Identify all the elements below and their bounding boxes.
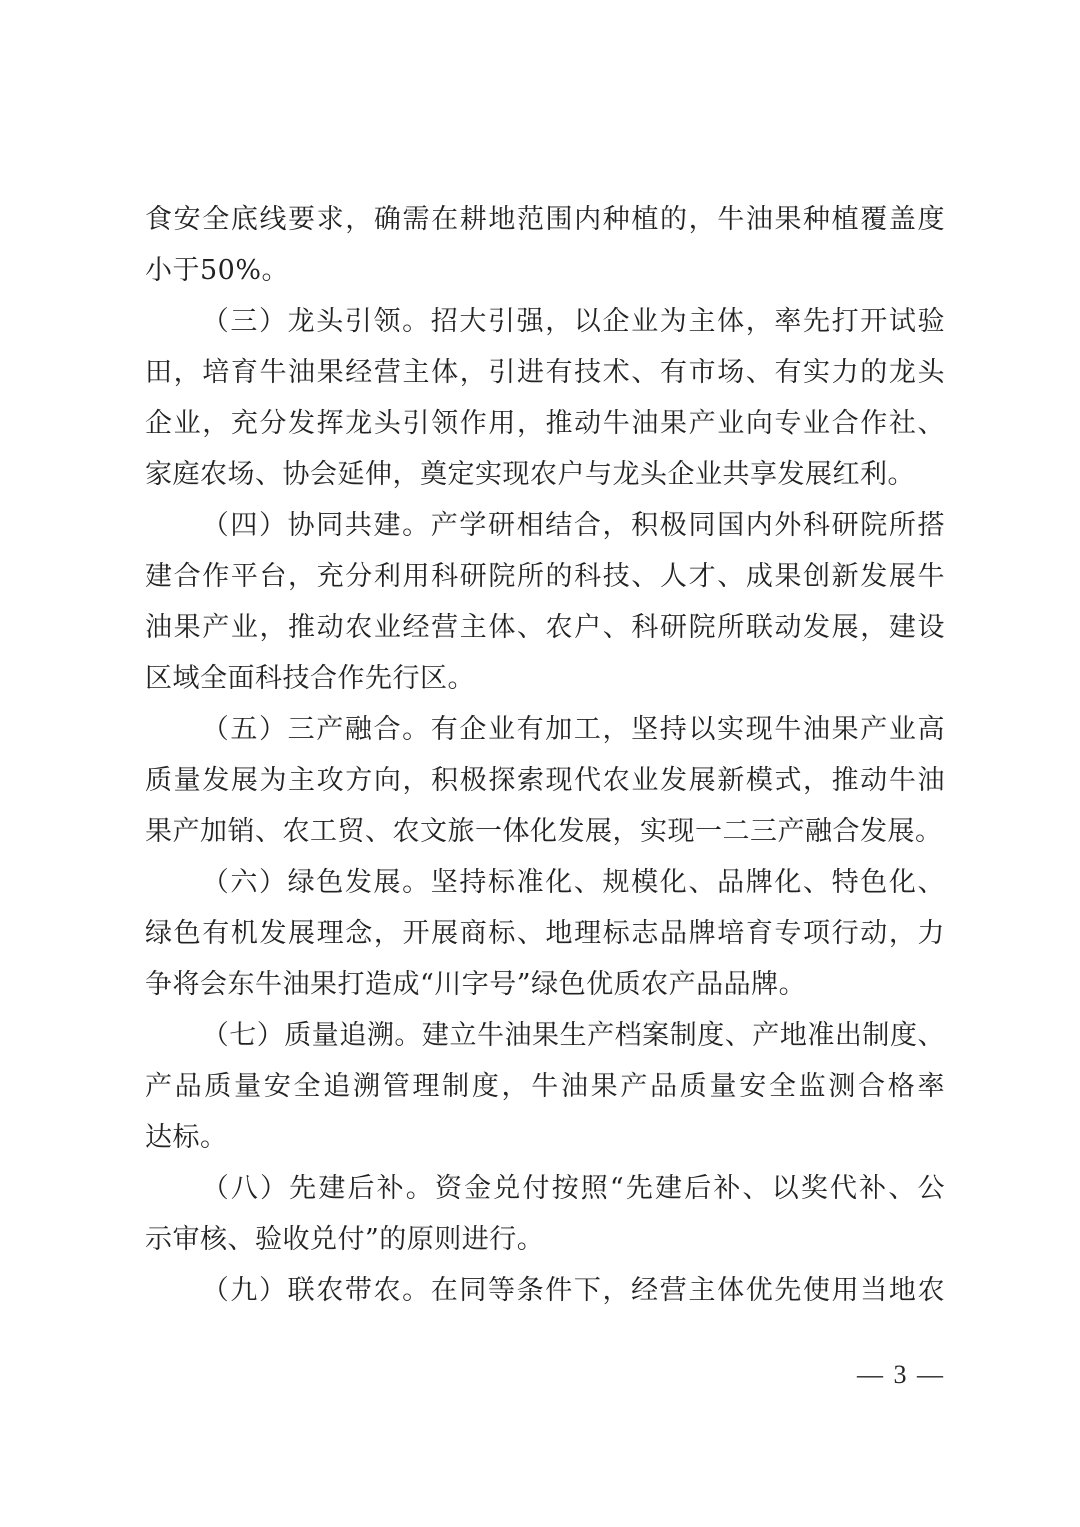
paragraph: [145, 704, 945, 857]
text-line: 争将会东牛油果打造成“川字号”绿色优质农产品品牌。: [145, 969, 807, 1000]
text-line: 质量发展为主攻方向，积极探索现代农业发展新模式，推动牛油: [145, 765, 945, 796]
paragraph: [145, 1163, 945, 1265]
paragraph: [145, 296, 945, 500]
text-line: 建合作平台，充分利用科研院所的科技、人才、成果创新发展牛: [145, 561, 945, 592]
text-line: 示审核、验收兑付”的原则进行。: [145, 1224, 545, 1255]
text-line: 产品质量安全追溯管理制度，牛油果产品质量安全监测合格率: [145, 1071, 945, 1102]
page-number: — 3 —: [857, 1360, 945, 1389]
paragraph: [145, 1010, 945, 1163]
text-line: （四）协同共建。产学研相结合，积极同国内外科研院所搭: [201, 510, 945, 541]
text-line: 家庭农场、协会延伸，奠定实现农户与龙头企业共享发展红利。: [145, 459, 915, 490]
paragraph: [145, 194, 945, 296]
text-line: 绿色有机发展理念，开展商标、地理标志品牌培育专项行动，力: [145, 918, 945, 949]
text-line: 企业，充分发挥龙头引领作用，推动牛油果产业向专业合作社、: [145, 408, 945, 439]
text-line: （六）绿色发展。坚持标准化、规模化、品牌化、特色化、: [201, 867, 945, 898]
text-line: 小于50%。: [145, 255, 290, 286]
text-line: （七）质量追溯。建立牛油果生产档案制度、产地准出制度、: [201, 1020, 945, 1051]
paragraph: [145, 857, 945, 1010]
text-line: （五）三产融合。有企业有加工，坚持以实现牛油果产业高: [201, 714, 945, 745]
text-line: 油果产业，推动农业经营主体、农户、科研院所联动发展，建设: [145, 612, 945, 643]
text-line: （三）龙头引领。招大引强，以企业为主体，率先打开试验: [201, 306, 945, 337]
paragraph: [145, 500, 945, 704]
text-line: 达标。: [145, 1122, 228, 1153]
text-line: （八）先建后补。资金兑付按照“先建后补、以奖代补、公: [201, 1173, 945, 1204]
paragraph: [145, 1265, 945, 1316]
text-line: 区域全面科技合作先行区。: [145, 663, 475, 694]
text-line: 果产加销、农工贸、农文旅一体化发展，实现一二三产融合发展。: [145, 816, 943, 847]
text-line: 田，培育牛油果经营主体，引进有技术、有市场、有实力的龙头: [145, 357, 945, 388]
text-line: 食安全底线要求，确需在耕地范围内种植的，牛油果种植覆盖度: [145, 204, 945, 235]
text-line: （九）联农带农。在同等条件下，经营主体优先使用当地农: [201, 1275, 945, 1306]
document-body: [145, 194, 945, 1316]
